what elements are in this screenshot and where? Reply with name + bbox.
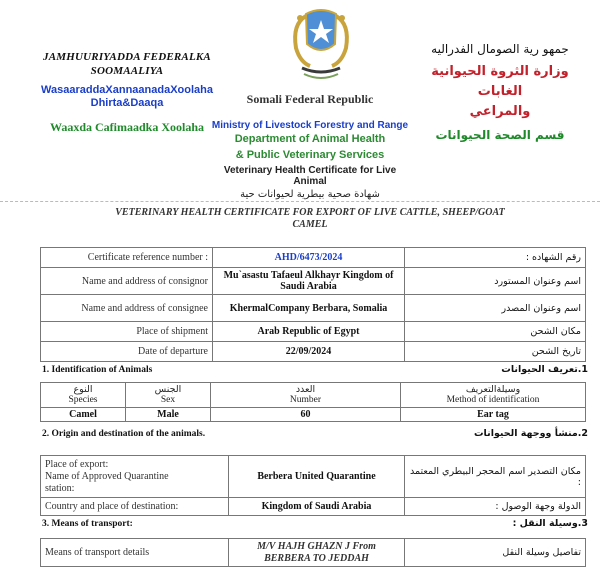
section3-heading: 3. Means of transport: <box>42 519 133 529</box>
export-place-label <box>41 456 229 498</box>
table-row <box>41 539 586 567</box>
destination-label-ar: الدولة وجهة الوصول : <box>405 498 586 516</box>
department-line1: Department of Animal Health <box>234 133 386 145</box>
transport-value-line2: BERBERA TO JEDDAH <box>264 552 369 564</box>
export-label-line3: station: <box>45 482 75 494</box>
section2-heading-ar: 2.منشأ ووجهة الحيوانات <box>474 428 588 439</box>
arabic-ministry-line1: وزارة الثروة الحيوانية الغابات <box>431 64 569 99</box>
table-row <box>41 248 586 268</box>
method-header: Method of identification <box>446 395 540 405</box>
coat-of-arms-emblem <box>286 4 356 84</box>
table-row <box>41 295 586 322</box>
somali-ministry-line2: Dhirta&Daaqa <box>90 97 164 109</box>
sex-header-ar-text: الجنس <box>154 384 182 395</box>
export-label-line2: Name of Approved Quarantine <box>45 470 169 482</box>
departure-date-label: Date of departure <box>41 342 213 362</box>
number-header: Number <box>289 395 322 405</box>
certificate-title-ar: شهادة صحية بيطرية لحيوانات حية <box>240 189 380 200</box>
transport-table <box>40 538 586 567</box>
arabic-ministry <box>420 62 580 122</box>
somali-republic-title <box>22 50 232 78</box>
shipment-place-label: Place of shipment <box>41 322 213 342</box>
species-header: Species <box>68 395 98 405</box>
republic-name: Somali Federal Republic <box>246 92 374 106</box>
table-header-row <box>41 383 586 408</box>
transport-label: Means of transport details <box>41 539 229 567</box>
section3-heading-ar: 3.وسيلة النقل : <box>512 518 588 529</box>
section1-heading: 1. Identification of Animals <box>42 365 153 375</box>
document-title-line2: CAMEL <box>292 219 328 230</box>
method-header-ar <box>401 383 586 408</box>
destination-label: Country and place of destination: <box>41 498 229 516</box>
table-row <box>41 408 586 422</box>
reference-value: AHD/6473/2024 <box>213 248 405 268</box>
sex-header-ar <box>126 383 211 408</box>
arabic-header <box>420 42 580 142</box>
arabic-ministry-line2: والمراعي <box>469 104 531 119</box>
header-divider <box>0 201 600 202</box>
transport-value-line1: M/V HAJH GHAZN J From <box>257 540 376 552</box>
document-title-line1: VETERINARY HEALTH CERTIFICATE FOR EXPORT OF LIVE CATTLE, SHEEP/GOAT <box>115 207 505 218</box>
table-row <box>41 342 586 362</box>
consignor-label: Name and address of consignor <box>41 268 213 295</box>
transport-value <box>229 539 405 567</box>
destination-value: Kingdom of Saudi Arabia <box>229 498 405 516</box>
animals-table <box>40 382 586 422</box>
method-value: Ear tag <box>401 408 586 422</box>
arabic-department: قسم الصحة الحيوانات <box>435 128 565 142</box>
transport-label-ar: تفاصيل وسيلة النقل <box>405 539 586 567</box>
reference-label: Certificate reference number : <box>41 248 213 268</box>
shipment-place-label-ar: مكان الشحن <box>405 322 586 342</box>
number-header-ar-text: العدد <box>295 384 316 395</box>
section1-heading-ar: 1.تعريف الحيوانات <box>501 364 588 375</box>
table-row <box>41 268 586 295</box>
number-value: 60 <box>211 408 401 422</box>
consignor-label-ar: اسم وعنوان المستورد <box>405 268 586 295</box>
export-place-label-ar: مكان التصدير اسم المحجر البيطري المعتمد : <box>405 456 586 498</box>
consignee-value: KhermalCompany Berbara, Somalia <box>213 295 405 322</box>
species-header-ar-text: النوع <box>73 384 93 395</box>
sex-value: Male <box>126 408 211 422</box>
consignee-label: Name and address of consignee <box>41 295 213 322</box>
document-title <box>40 207 580 231</box>
center-header <box>210 92 410 200</box>
consignor-value: Mu`asastu Tafaeul Alkhayr Kingdom of Saudi Arabia <box>213 268 405 295</box>
certificate-title-en: Veterinary Health Certificate for Live Animal <box>223 165 397 187</box>
export-place-value: Berbera United Quarantine <box>229 456 405 498</box>
section2-heading: 2. Origin and destination of the animals. <box>42 429 206 439</box>
table-row <box>41 322 586 342</box>
consignee-label-ar: اسم وعنوان المصدر <box>405 295 586 322</box>
reference-label-ar: رقم الشهاده : <box>405 248 586 268</box>
shipment-place-value: Arab Republic of Egypt <box>213 322 405 342</box>
departure-date-value: 22/09/2024 <box>213 342 405 362</box>
somali-title-line2: SOOMAALIYA <box>90 65 164 77</box>
somali-ministry <box>22 84 232 110</box>
department-name-en <box>210 131 410 163</box>
sex-header: Sex <box>160 395 176 405</box>
somali-header <box>22 50 232 135</box>
departure-date-label-ar: تاريخ الشحن <box>405 342 586 362</box>
species-value: Camel <box>41 408 126 422</box>
arabic-republic-title: جمهو رية الصومال الفدراليه <box>431 42 569 56</box>
certificate-info-table <box>40 247 586 362</box>
table-row <box>41 498 586 516</box>
method-header-ar-text: وسيلةالتعريف <box>465 384 521 395</box>
ministry-name-en: Ministry of Livestock Forestry and Range <box>211 120 409 131</box>
department-line2: & Public Veterinary Services <box>235 149 385 161</box>
number-header-ar <box>211 383 401 408</box>
species-header-ar <box>41 383 126 408</box>
somali-ministry-line1: WasaaraddaXannaanadaXoolaha <box>41 84 213 96</box>
somali-department: Waaxda Cafimaadka Xoolaha <box>49 120 205 134</box>
origin-table <box>40 455 586 516</box>
somali-title-line1: JAMHUURIYADDA FEDERALKA <box>43 51 211 63</box>
export-label-line1: Place of export: <box>45 458 109 470</box>
table-row <box>41 456 586 498</box>
